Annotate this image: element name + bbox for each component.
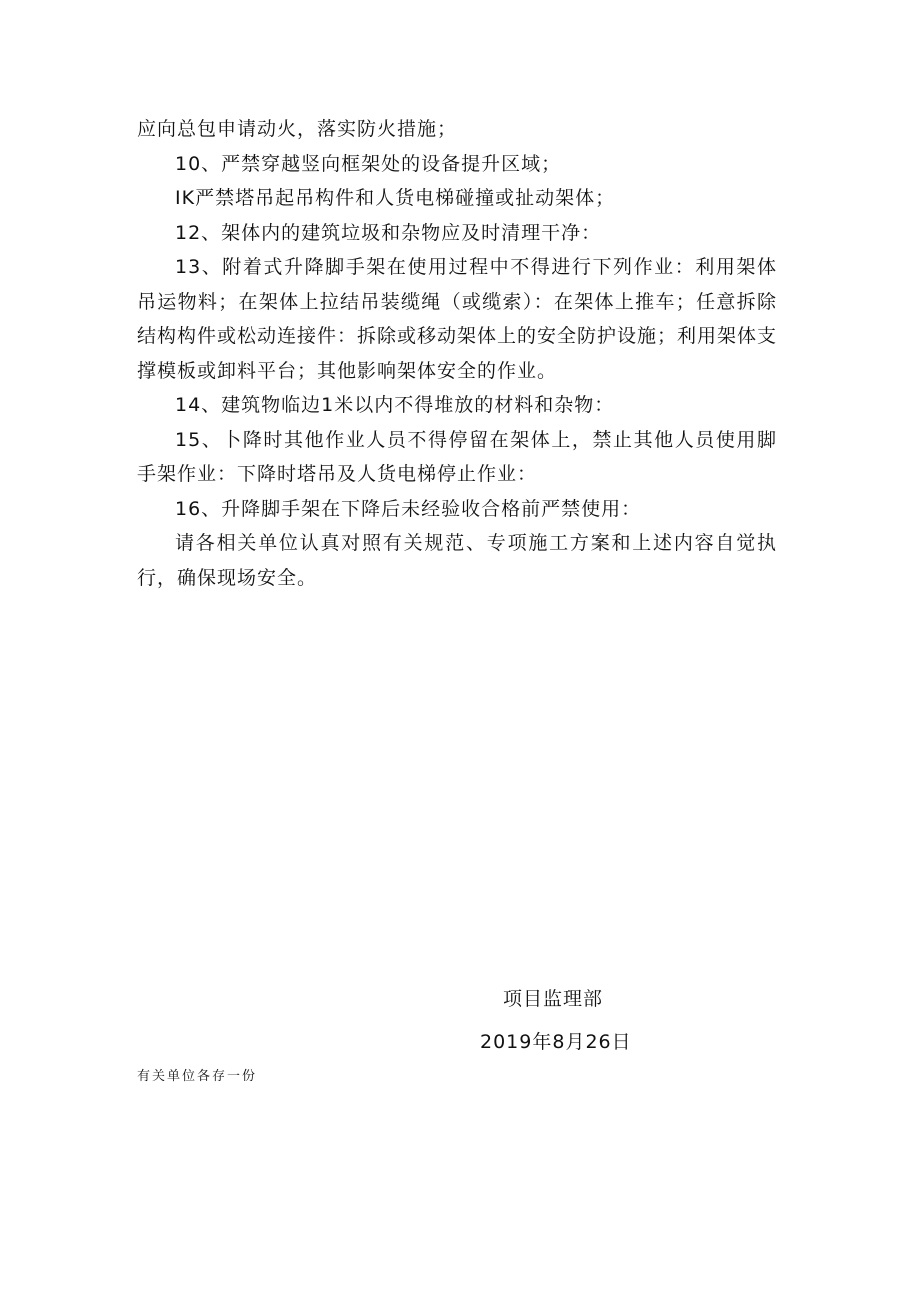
paragraph-item-12: 12、架体内的建筑垃圾和杂物应及时清理干净： [175,221,602,244]
signature-organization-text: 项目监理部 [503,988,604,1010]
distribution-note: 有关单位各存一份 [137,1069,258,1084]
paragraph-item-15: 15、卜降时其他作业人员不得停留在架体上，禁止其他人员使用脚手架作业：下降时塔吊及人货电梯停止作业： [137,428,777,485]
signature-date-text: 2019年8月26日 [480,1031,632,1053]
paragraph-item-10: 10、严禁穿越竖向框架处的设备提升区域； [175,152,562,175]
paragraph-item-16: 16、升降脚手架在下降后未经验收合格前严禁使用： [175,497,642,520]
paragraph-item-13: 13、附着式升降脚手架在使用过程中不得进行下列作业：利用架体吊运物料；在架体上拉结吊装缆绳（或缆索）：在架体上推车；任意拆除结构构件或松动连接件：拆除或移动架体上的安全防护设施；利用架体支撑模板或卸料平台；其他影响架体安全的作业。 [137,256,778,382]
paragraph-fire-permit: 应向总包申请动火，落实防火措施； [137,118,458,140]
paragraph-item-11: IK严禁塔吊起吊构件和人货电梯碰撞或扯动架体； [175,187,616,209]
notice-body [137,112,777,595]
paragraph-item-14: 14、建筑物临边1米以内不得堆放的材料和杂物： [175,394,615,416]
paragraph-closing: 请各相关单位认真对照有关规范、专项施工方案和上述内容自觉执行，确保现场安全。 [137,532,777,589]
